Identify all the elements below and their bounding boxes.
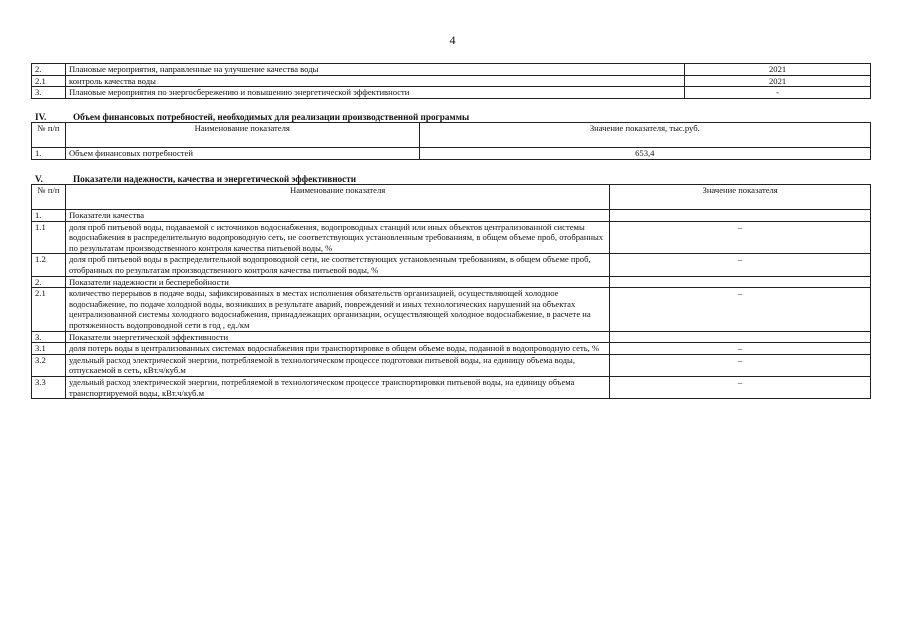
section-5-number: V. xyxy=(35,174,43,184)
row-value: 653,4 xyxy=(419,148,870,160)
row-name: количество перерывов в подаче воды, зафиксированных в местах исполнения обязательств организацией, осуществляющей холодное водоснабжение, по подаче холодной воды, возникших в результате аварий, повреждений и иных технологических нарушений на объектах централизованной системы холодного водоснабжения, принадлежащих организации, осуществляющей холодное водоснабжение, в расчете на протяженность водопроводной сети в год , ед./км xyxy=(65,288,609,331)
row-number: 1. xyxy=(32,210,66,222)
row-name: Показатели качества xyxy=(65,210,609,222)
table-header-row xyxy=(32,185,871,210)
section-4-title: Объем финансовых потребностей, необходимых для реализации производственной программы xyxy=(73,112,470,122)
header-name: Наименование показателя xyxy=(65,185,609,210)
row-name: контроль качества воды xyxy=(65,75,684,87)
table-row xyxy=(32,276,871,288)
row-value: – xyxy=(610,376,871,398)
header-number: № п/п xyxy=(32,123,66,148)
row-number: 3. xyxy=(32,87,66,99)
row-value: 2021 xyxy=(685,64,871,76)
page-number: 4 xyxy=(449,33,456,47)
table-row xyxy=(32,288,871,331)
row-value: – xyxy=(610,254,871,276)
row-name: доля проб питьевой воды в распределительной водопроводной сети, не соответствующих установленным требованиям, в общем объеме проб, отобранных по результатам производственного контроля качества питьевой воды, % xyxy=(65,254,609,276)
row-number: 3. xyxy=(32,331,66,343)
section-4-number: IV. xyxy=(35,112,47,122)
table-header-row xyxy=(32,123,871,148)
table-row xyxy=(32,87,871,99)
section-5-title: Показатели надежности, качества и энергетической эффективности xyxy=(73,174,357,184)
row-value xyxy=(610,210,871,222)
row-value: – xyxy=(610,288,871,331)
table-row xyxy=(32,343,871,355)
row-name: удельный расход электрической энергии, потребляемой в технологическом процессе подготовки питьевой воды, на единицу объема воды, отпускаемой в сеть, кВт.ч/куб.м xyxy=(65,354,609,376)
header-number: № п/п xyxy=(32,185,66,210)
header-value: Значение показателя xyxy=(610,185,871,210)
table-row xyxy=(32,354,871,376)
row-value xyxy=(610,276,871,288)
table-row xyxy=(32,64,871,76)
row-value: – xyxy=(610,343,871,355)
row-number: 3.2 xyxy=(32,354,66,376)
row-value xyxy=(610,331,871,343)
section-5-heading xyxy=(35,174,356,184)
row-number: 2.1 xyxy=(32,288,66,331)
planned-measures-table xyxy=(31,63,871,99)
table-row xyxy=(32,254,871,276)
row-number: 2. xyxy=(32,276,66,288)
table-row xyxy=(32,148,871,160)
row-name: Плановые мероприятия, направленные на улучшение качества воды xyxy=(65,64,684,76)
header-value: Значение показателя, тыс.руб. xyxy=(419,123,870,148)
row-number: 1. xyxy=(32,148,66,160)
row-name: Объем финансовых потребностей xyxy=(65,148,419,160)
row-number: 3.3 xyxy=(32,376,66,398)
row-number: 2.1 xyxy=(32,75,66,87)
row-name: Показатели энергетической эффективности xyxy=(65,331,609,343)
section-4-heading xyxy=(35,112,469,122)
row-name: Плановые мероприятия по энергосбережению и повышению энергетической эффективности xyxy=(65,87,684,99)
row-name: доля потерь воды в централизованных системах водоснабжения при транспортировке в общем объеме воды, поданной в водопроводную сеть, % xyxy=(65,343,609,355)
row-name: удельный расход электрической энергии, потребляемой в технологическом процессе транспортировки питьевой воды, на единицу объема транспортируемой воды, кВт.ч/куб.м xyxy=(65,376,609,398)
row-name: Показатели надежности и бесперебойности xyxy=(65,276,609,288)
row-number: 1.1 xyxy=(32,221,66,254)
row-value: – xyxy=(610,221,871,254)
row-value: - xyxy=(685,87,871,99)
row-name: доля проб питьевой воды, подаваемой с источников водоснабжения, водопроводных станций или иных объектов централизованной системы водоснабжения в распределительную водопроводную сеть, не соответствующих установленным требованиям, в общем объеме проб, отобранных по результатам производственного контроля качества питьевой воды, % xyxy=(65,221,609,254)
header-name: Наименование показателя xyxy=(65,123,419,148)
table-row xyxy=(32,210,871,222)
table-row xyxy=(32,221,871,254)
table-row xyxy=(32,75,871,87)
row-number: 3.1 xyxy=(32,343,66,355)
financial-needs-table xyxy=(31,122,871,160)
reliability-quality-table xyxy=(31,184,871,399)
row-number: 2. xyxy=(32,64,66,76)
row-number: 1.2 xyxy=(32,254,66,276)
row-value: 2021 xyxy=(685,75,871,87)
row-value: – xyxy=(610,354,871,376)
table-row xyxy=(32,376,871,398)
table-row xyxy=(32,331,871,343)
